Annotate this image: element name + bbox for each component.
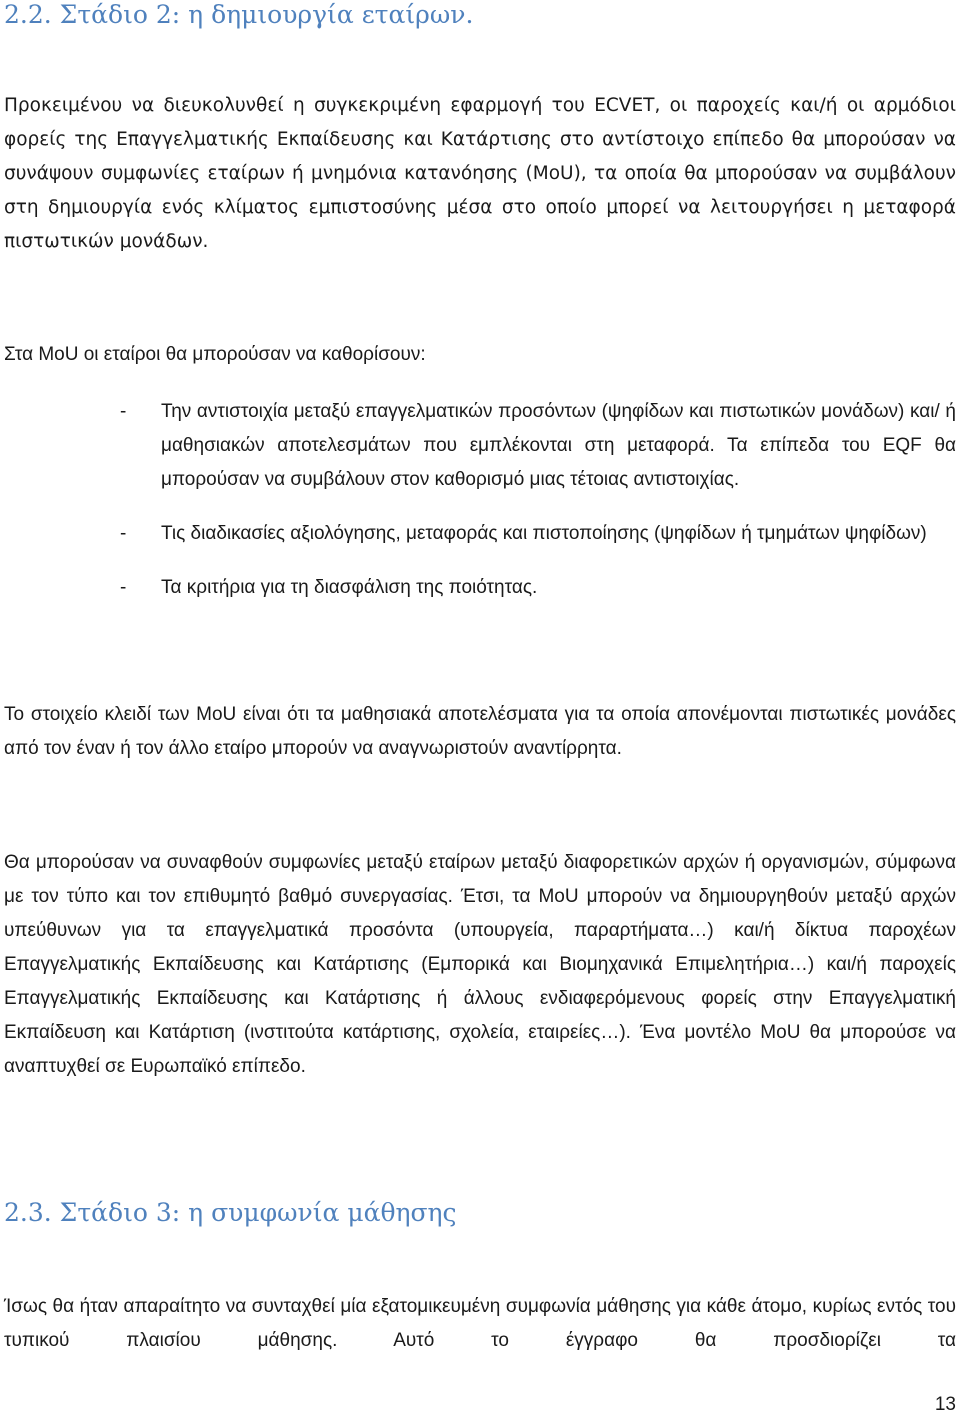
mou-criteria-list — [0, 395, 960, 625]
section-heading-stage-2: 2.2. Στάδιο 2: η δημιουργία εταίρων. — [4, 0, 474, 29]
key-element-paragraph: Το στοιχείο κλειδί των MoU είναι ότι τα μαθησιακά αποτελέσματα για τα οποία απονέμονται πιστωτικές μονάδες από τον έναν ή τον άλλο εταίρο μπορούν να αναγνωριστούν αναντίρρητα. — [4, 704, 956, 759]
list-item — [0, 517, 956, 551]
list-bullet: - — [120, 577, 127, 598]
list-bullet: - — [120, 523, 127, 544]
list-item-text: Τα κριτήρια για τη διασφάλιση της ποιότητας. — [161, 577, 538, 598]
list-item — [0, 571, 956, 605]
list-item — [0, 395, 956, 497]
agreements-paragraph: Θα μπορούσαν να συναφθούν συμφωνίες μεταξύ εταίρων μεταξύ διαφορετικών αρχών ή οργανισμών, σύμφωνα με τον τύπο και τον επιθυμητό βαθμό συνεργασίας. Έτσι, τα MoU μπορούν να δημιουργηθούν μεταξύ αρχών υπεύθυνων για τα επαγγελματικά προσόντα (υπουργεία, παραρτήματα…) και/ή δίκτυα παροχέων Επαγγελματικής Εκπαίδευσης και Κατάρτισης (Εμπορικά και Βιομηχανικά Επιμελητήρια…) και/ή παροχείς Επαγγελματικής Εκπαίδευσης και Κατάρτισης ή άλλους ενδιαφερόμενους φορείς στην Επαγγελματική Εκπαίδευση και Κατάρτιση (ινστιτούτα κατάρτισης, σχολεία, εταιρείες…). Ένα μοντέλο MoU θα μπορούσε να αναπτυχθεί σε Ευρωπαϊκό επίπεδο. — [4, 852, 956, 1077]
mou-intro-paragraph: Στα MoU οι εταίροι θα μπορούσαν να καθορίσουν: — [4, 344, 426, 365]
list-bullet: - — [120, 401, 127, 422]
learning-agreement-paragraph: Ίσως θα ήταν απαραίτητο να συνταχθεί μία εξατομικευμένη συμφωνία μάθησης για κάθε άτομο, κυρίως εντός του τυπικού πλαισίου μάθησης. Αυτό το έγγραφο θα προσδιορίζει τα — [4, 1296, 956, 1351]
section-heading-stage-3: 2.3. Στάδιο 3: η συμφωνία μάθησης — [4, 1198, 457, 1227]
page-number: 13 — [934, 1394, 956, 1415]
list-item-text: Την αντιστοιχία μεταξύ επαγγελματικών προσόντων (ψηφίδων και πιστωτικών μονάδων) και/ ή μαθησιακών αποτελεσμάτων που εμπλέκονται στη μεταφορά. Τα επίπεδα του EQF θα μπορούσαν να συμβάλουν στον καθορισμό μιας τέτοιας αντιστοιχίας. — [161, 401, 956, 490]
list-item-text: Τις διαδικασίες αξιολόγησης, μεταφοράς και πιστοποίησης (ψηφίδων ή τμημάτων ψηφίδων) — [161, 523, 927, 544]
intro-paragraph: Προκειμένου να διευκολυνθεί η συγκεκριμένη εφαρμογή του ECVET, οι παροχείς και/ή οι αρμόδιοι φορείς της Επαγγελματικής Εκπαίδευσης και Κατάρτισης στο αντίστοιχο επίπεδο θα μπορούσαν να συνάψουν συμφωνίες εταίρων ή μνημόνια κατανόησης (MoU), τα οποία θα μπορούσαν να συμβάλουν στη δημιουργία ενός κλίματος εμπιστοσύνης μέσα στο οποίο μπορεί να λειτουργήσει η μεταφορά πιστωτικών μονάδων. — [4, 95, 956, 252]
